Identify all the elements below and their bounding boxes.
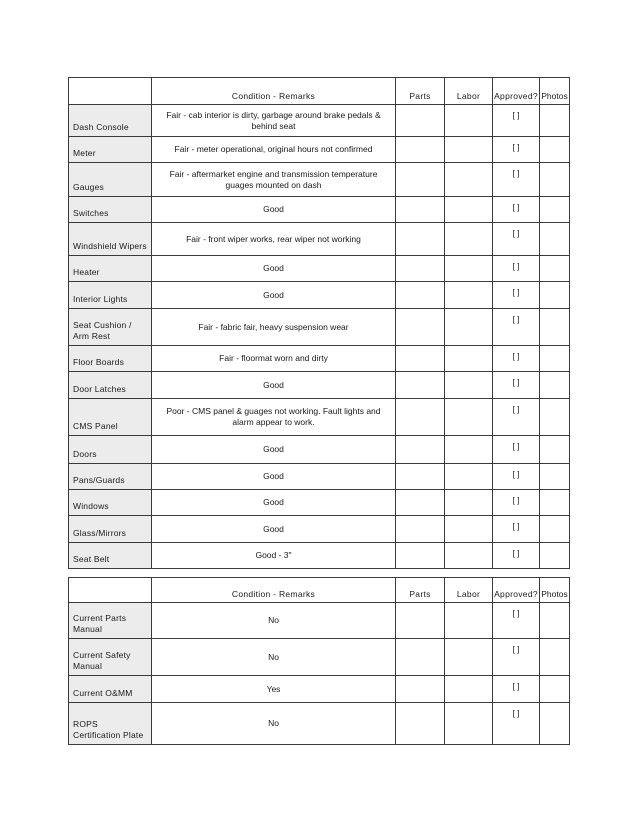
header-approved: Approved? — [493, 78, 540, 105]
item-label: Current Parts Manual — [69, 603, 152, 639]
parts-cell[interactable] — [396, 137, 445, 163]
parts-cell[interactable] — [396, 436, 445, 464]
header-approved: Approved? — [493, 578, 540, 603]
condition-remark: Good — [152, 256, 396, 282]
item-label: Gauges — [69, 163, 152, 197]
labor-cell[interactable] — [445, 197, 493, 223]
photos-cell[interactable] — [540, 703, 570, 745]
photos-cell[interactable] — [540, 163, 570, 197]
vehicle-interior-condition-table — [68, 77, 570, 569]
approved-checkbox[interactable]: [ ] — [493, 309, 540, 346]
condition-remark: Good — [152, 197, 396, 223]
header-parts: Parts — [396, 578, 445, 603]
item-label: Door Latches — [69, 372, 152, 399]
photos-cell[interactable] — [540, 197, 570, 223]
condition-remark: Fair - front wiper works, rear wiper not working — [152, 223, 396, 256]
header-row — [69, 78, 570, 105]
approved-checkbox[interactable]: [ ] — [493, 490, 540, 516]
photos-cell[interactable] — [540, 346, 570, 372]
approved-checkbox[interactable]: [ ] — [493, 256, 540, 282]
condition-remark: Good — [152, 436, 396, 464]
table-row — [69, 676, 570, 703]
approved-checkbox[interactable]: [ ] — [493, 676, 540, 703]
photos-cell[interactable] — [540, 543, 570, 569]
approved-checkbox[interactable]: [ ] — [493, 372, 540, 399]
item-label: Seat Cushion / Arm Rest — [69, 309, 152, 346]
header-condition-remarks: Condition - Remarks — [152, 78, 396, 105]
photos-cell[interactable] — [540, 223, 570, 256]
table-row — [69, 223, 570, 256]
condition-remark: Poor - CMS panel & guages not working. Fault lights and alarm appear to work. — [152, 399, 396, 436]
parts-cell[interactable] — [396, 464, 445, 490]
item-label: Doors — [69, 436, 152, 464]
table-row — [69, 490, 570, 516]
item-label: Interior Lights — [69, 282, 152, 309]
table-row — [69, 436, 570, 464]
condition-remark: Fair - cab interior is dirty, garbage around brake pedals & behind seat — [152, 105, 396, 137]
item-label: ROPS Certification Plate — [69, 703, 152, 745]
header-blank-cell — [69, 578, 152, 603]
labor-cell[interactable] — [445, 163, 493, 197]
parts-cell[interactable] — [396, 256, 445, 282]
approved-checkbox[interactable]: [ ] — [493, 436, 540, 464]
photos-cell[interactable] — [540, 464, 570, 490]
parts-cell[interactable] — [396, 703, 445, 745]
table-row — [69, 256, 570, 282]
item-label: Switches — [69, 197, 152, 223]
parts-cell[interactable] — [396, 163, 445, 197]
table-row — [69, 197, 570, 223]
condition-remark: Good — [152, 516, 396, 543]
approved-checkbox[interactable]: [ ] — [493, 346, 540, 372]
condition-remark: Good — [152, 464, 396, 490]
condition-remark: Fair - aftermarket engine and transmission temperature guages mounted on dash — [152, 163, 396, 197]
item-label: Glass/Mirrors — [69, 516, 152, 543]
parts-cell[interactable] — [396, 105, 445, 137]
parts-cell[interactable] — [396, 676, 445, 703]
header-condition-remarks: Condition - Remarks — [152, 578, 396, 603]
item-label: Windshield Wipers — [69, 223, 152, 256]
header-row — [69, 578, 570, 603]
table-row — [69, 105, 570, 137]
labor-cell[interactable] — [445, 543, 493, 569]
parts-cell[interactable] — [396, 372, 445, 399]
approved-checkbox[interactable]: [ ] — [493, 703, 540, 745]
photos-cell[interactable] — [540, 282, 570, 309]
labor-cell[interactable] — [445, 399, 493, 436]
table-row — [69, 137, 570, 163]
labor-cell[interactable] — [445, 516, 493, 543]
parts-cell[interactable] — [396, 639, 445, 676]
condition-remark: No — [152, 603, 396, 639]
condition-remark: Yes — [152, 676, 396, 703]
labor-cell[interactable] — [445, 309, 493, 346]
header-labor: Labor — [445, 578, 493, 603]
approved-checkbox[interactable]: [ ] — [493, 639, 540, 676]
labor-cell[interactable] — [445, 372, 493, 399]
parts-cell[interactable] — [396, 346, 445, 372]
labor-cell[interactable] — [445, 105, 493, 137]
item-label: Dash Console — [69, 105, 152, 137]
condition-remark: No — [152, 639, 396, 676]
labor-cell[interactable] — [445, 490, 493, 516]
condition-remark: Good — [152, 372, 396, 399]
photos-cell[interactable] — [540, 309, 570, 346]
table-row — [69, 603, 570, 639]
parts-cell[interactable] — [396, 543, 445, 569]
approved-checkbox[interactable]: [ ] — [493, 603, 540, 639]
table-row — [69, 282, 570, 309]
photos-cell[interactable] — [540, 137, 570, 163]
header-parts: Parts — [396, 78, 445, 105]
approved-checkbox[interactable]: [ ] — [493, 516, 540, 543]
condition-remark: No — [152, 703, 396, 745]
item-label: Floor Boards — [69, 346, 152, 372]
photos-cell[interactable] — [540, 676, 570, 703]
parts-cell[interactable] — [396, 197, 445, 223]
item-label: Windows — [69, 490, 152, 516]
table-row — [69, 703, 570, 745]
parts-cell[interactable] — [396, 223, 445, 256]
photos-cell[interactable] — [540, 372, 570, 399]
photos-cell[interactable] — [540, 399, 570, 436]
table-row — [69, 372, 570, 399]
header-blank-cell — [69, 78, 152, 105]
item-label: Seat Belt — [69, 543, 152, 569]
photos-cell[interactable] — [540, 603, 570, 639]
labor-cell[interactable] — [445, 703, 493, 745]
labor-cell[interactable] — [445, 223, 493, 256]
approved-checkbox[interactable]: [ ] — [493, 223, 540, 256]
documentation-table — [68, 577, 570, 745]
condition-remark: Fair - meter operational, original hours not confirmed — [152, 137, 396, 163]
item-label: Current Safety Manual — [69, 639, 152, 676]
parts-cell[interactable] — [396, 490, 445, 516]
approved-checkbox[interactable]: [ ] — [493, 137, 540, 163]
table-row — [69, 346, 570, 372]
photos-cell[interactable] — [540, 105, 570, 137]
parts-cell[interactable] — [396, 516, 445, 543]
labor-cell[interactable] — [445, 256, 493, 282]
photos-cell[interactable] — [540, 639, 570, 676]
table-row — [69, 516, 570, 543]
table-row — [69, 639, 570, 676]
labor-cell[interactable] — [445, 137, 493, 163]
table-row — [69, 543, 570, 569]
table-row — [69, 309, 570, 346]
condition-remark: Fair - fabric fair, heavy suspension wear — [152, 309, 396, 346]
item-label: Current O&MM — [69, 676, 152, 703]
approved-checkbox[interactable]: [ ] — [493, 464, 540, 490]
parts-cell[interactable] — [396, 399, 445, 436]
parts-cell[interactable] — [396, 282, 445, 309]
labor-cell[interactable] — [445, 346, 493, 372]
approved-checkbox[interactable]: [ ] — [493, 543, 540, 569]
table-row — [69, 399, 570, 436]
condition-remark: Good — [152, 282, 396, 309]
labor-cell[interactable] — [445, 676, 493, 703]
approved-checkbox[interactable]: [ ] — [493, 197, 540, 223]
photos-cell[interactable] — [540, 436, 570, 464]
labor-cell[interactable] — [445, 464, 493, 490]
header-photos: Photos — [540, 78, 570, 105]
item-label: Pans/Guards — [69, 464, 152, 490]
labor-cell[interactable] — [445, 639, 493, 676]
labor-cell[interactable] — [445, 436, 493, 464]
photos-cell[interactable] — [540, 256, 570, 282]
parts-cell[interactable] — [396, 309, 445, 346]
parts-cell[interactable] — [396, 603, 445, 639]
condition-remark: Good - 3" — [152, 543, 396, 569]
approved-checkbox[interactable]: [ ] — [493, 163, 540, 197]
table-row — [69, 464, 570, 490]
approved-checkbox[interactable]: [ ] — [493, 105, 540, 137]
header-photos: Photos — [540, 578, 570, 603]
header-labor: Labor — [445, 78, 493, 105]
photos-cell[interactable] — [540, 516, 570, 543]
approved-checkbox[interactable]: [ ] — [493, 282, 540, 309]
item-label: CMS Panel — [69, 399, 152, 436]
item-label: Heater — [69, 256, 152, 282]
item-label: Meter — [69, 137, 152, 163]
photos-cell[interactable] — [540, 490, 570, 516]
table-row — [69, 163, 570, 197]
labor-cell[interactable] — [445, 282, 493, 309]
labor-cell[interactable] — [445, 603, 493, 639]
condition-remark: Good — [152, 490, 396, 516]
condition-remark: Fair - floormat worn and dirty — [152, 346, 396, 372]
approved-checkbox[interactable]: [ ] — [493, 399, 540, 436]
